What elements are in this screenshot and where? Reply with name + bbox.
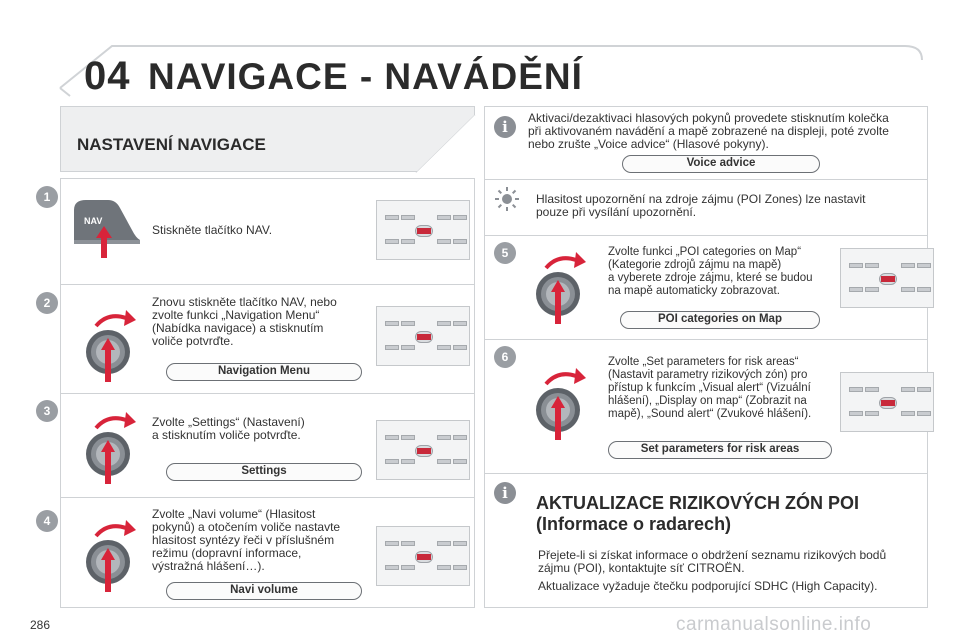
update-title-line2: (Informace o radarech): [536, 514, 732, 534]
step-5-text: Zvolte funkci „POI categories on Map“ (Kategorie zdrojů zájmu na mapě) a vyberete zdroje zájmu, které se budou na mapě automaticky zobrazovat.: [608, 246, 813, 297]
section-divider: [485, 235, 927, 236]
step-3-text: Zvolte „Settings“ (Nastavení) a stisknutím voliče potvrďte.: [152, 415, 305, 442]
left-title-panel: [60, 106, 475, 172]
radio-unit-illustration: [376, 420, 470, 480]
section-divider: [485, 339, 927, 340]
voice-advice-text: Aktivaci/dezaktivaci hlasových pokynů provedete stisknutím kolečka při aktivovaném navádění a mapě zobrazené na displeji, poté zvolte nebo zrušte „Voice advice“ (Hlasové pokyny).: [528, 111, 889, 151]
section-divider: [485, 179, 927, 180]
rotary-knob-icon: [82, 308, 142, 388]
rotary-knob-icon: [82, 410, 142, 490]
step-badge-4: 4: [36, 510, 58, 532]
radio-unit-illustration: [840, 372, 934, 432]
radio-unit-illustration: [376, 306, 470, 366]
page-number: 286: [30, 618, 51, 632]
section-title-navigation-settings: NASTAVENÍ NAVIGACE: [77, 135, 266, 154]
pill-poi-categories[interactable]: POI categories on Map: [620, 311, 820, 329]
knob-illustration: [532, 250, 592, 335]
update-paragraph-2: Aktualizace vyžaduje čtečku podporující SDHC (High Capacity).: [538, 579, 878, 593]
step-badge-2: 2: [36, 292, 58, 314]
knob-illustration: [82, 518, 142, 603]
pill-navi-volume[interactable]: Navi volume: [166, 582, 362, 600]
rotary-knob-icon: [532, 366, 592, 446]
step-badge-1: 1: [36, 186, 58, 208]
step-divider: [61, 497, 474, 498]
update-paragraph-1: Přejete-li si získat informace o obdržení seznamu rizikových bodů zájmu (POI), kontaktujte síť CITROËN.: [538, 548, 887, 575]
radio-unit-illustration: [840, 248, 934, 308]
info-icon: i: [494, 482, 516, 504]
chapter-title: NAVIGACE - NAVÁDĚNÍ: [148, 56, 583, 97]
pill-settings[interactable]: Settings: [166, 463, 362, 481]
rotary-knob-icon: [82, 518, 142, 598]
step-badge-6: 6: [494, 346, 516, 368]
step-badge-3: 3: [36, 400, 58, 422]
red-arrow-icon: [94, 224, 114, 260]
step-badge-5: 5: [494, 242, 516, 264]
pill-navigation-menu[interactable]: Navigation Menu: [166, 363, 362, 381]
sun-icon-shape: [494, 186, 520, 212]
chapter-number: 04: [84, 54, 131, 98]
rotary-knob-icon: [532, 250, 592, 330]
knob-illustration: [532, 366, 592, 451]
step-divider: [61, 393, 474, 394]
nav-button-label: NAV: [84, 216, 103, 226]
poi-volume-tip-text: Hlasitost upozornění na zdroje zájmu (POI Zones) lze nastavit pouze při vysílání upozornění.: [536, 192, 866, 219]
nav-button-illustration: [72, 196, 142, 262]
step-1-text: Stiskněte tlačítko NAV.: [152, 223, 273, 237]
pill-voice-advice[interactable]: Voice advice: [622, 155, 820, 173]
pill-risk-areas[interactable]: Set parameters for risk areas: [608, 441, 832, 459]
step-divider: [61, 284, 474, 285]
step-4-text: Zvolte „Navi volume“ (Hlasitost pokynů) a otočením voliče nastavte hlasitost syntézy řeči v příslušném režimu (dopravní informace, výstražná hlášení…).: [152, 507, 341, 573]
info-icon: i: [494, 116, 516, 138]
radio-unit-illustration: [376, 526, 470, 586]
step-6-text: Zvolte „Set parameters for risk areas“ (Nastavit parametry rizikových zón) pro přístup k funkcím „Visual alert“ (Vizuální hlášení), „Display on map“ (Zobrazit na mapě), „Sound alert“ (Zvukové hlášení).: [608, 356, 812, 420]
sun-icon: [494, 186, 520, 212]
radio-unit-illustration: [376, 200, 470, 260]
knob-illustration: [82, 410, 142, 495]
section-divider: [485, 473, 927, 474]
knob-illustration: [82, 308, 142, 393]
watermark: carmanualsonline.info: [676, 614, 872, 635]
page-header: [0, 0, 960, 100]
update-title-line1: AKTUALIZACE RIZIKOVÝCH ZÓN POI: [536, 493, 859, 513]
step-2-text: Znovu stiskněte tlačítko NAV, nebo zvolte funkci „Navigation Menu“ (Nabídka navigace) a stisknutím voliče potvrďte.: [152, 295, 337, 348]
